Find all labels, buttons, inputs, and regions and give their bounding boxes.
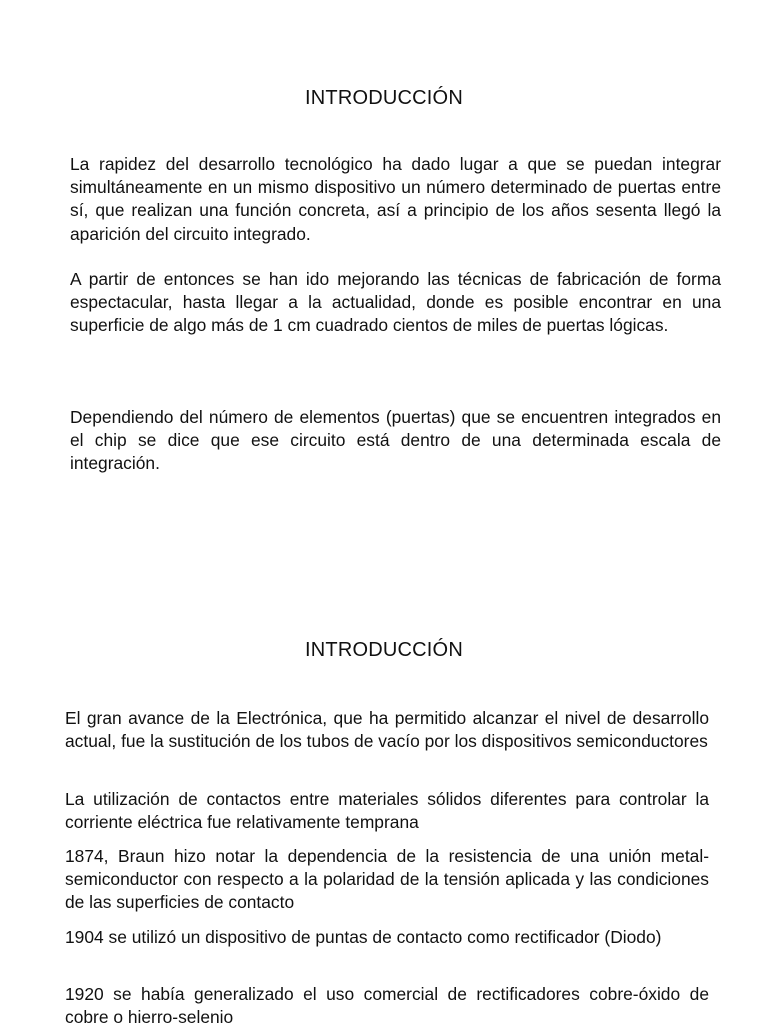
slide-2-paragraph-5: 1920 se había generalizado el uso comercial de rectificadores cobre-óxido de cobre o hierro-selenio (65, 984, 709, 1028)
slide-2-title: INTRODUCCIÓN (305, 639, 463, 661)
slide-2-paragraph-1: El gran avance de la Electrónica, que ha permitido alcanzar el nivel de desarrollo actual, fue la sustitución de los tubos de vacío por los dispositivos semiconductores (65, 708, 709, 752)
slide-2-paragraph-4: 1904 se utilizó un dispositivo de puntas de contacto como rectificador (Diodo) (65, 927, 662, 947)
slide-2-paragraph-3: 1874, Braun hizo notar la dependencia de la resistencia de una unión metal-semiconductor con respecto a la polaridad de la tensión aplicada y las condiciones de las superficies de contacto (65, 846, 709, 913)
slide-1-paragraph-1: La rapidez del desarrollo tecnológico ha dado lugar a que se puedan integrar simultáneamente en un mismo dispositivo un número determinado de puertas entre sí, que realizan una función concreta, así a principio de los años sesenta llegó la aparición del circuito integrado. (70, 154, 721, 244)
slide-1-paragraph-3: Dependiendo del número de elementos (puertas) que se encuentren integrados en el chip se dice que ese circuito está dentro de una determinada escala de integración. (70, 407, 721, 474)
slide-1-paragraph-2: A partir de entonces se han ido mejorando las técnicas de fabricación de forma espectacular, hasta llegar a la actualidad, donde es posible encontrar en una superficie de algo más de 1 cm cuadrado cientos de miles de puertas lógicas. (70, 269, 721, 336)
slide-1-title: INTRODUCCIÓN (305, 87, 463, 109)
slide-2-paragraph-2: La utilización de contactos entre materiales sólidos diferentes para controlar la corriente eléctrica fue relativamente temprana (65, 789, 709, 833)
